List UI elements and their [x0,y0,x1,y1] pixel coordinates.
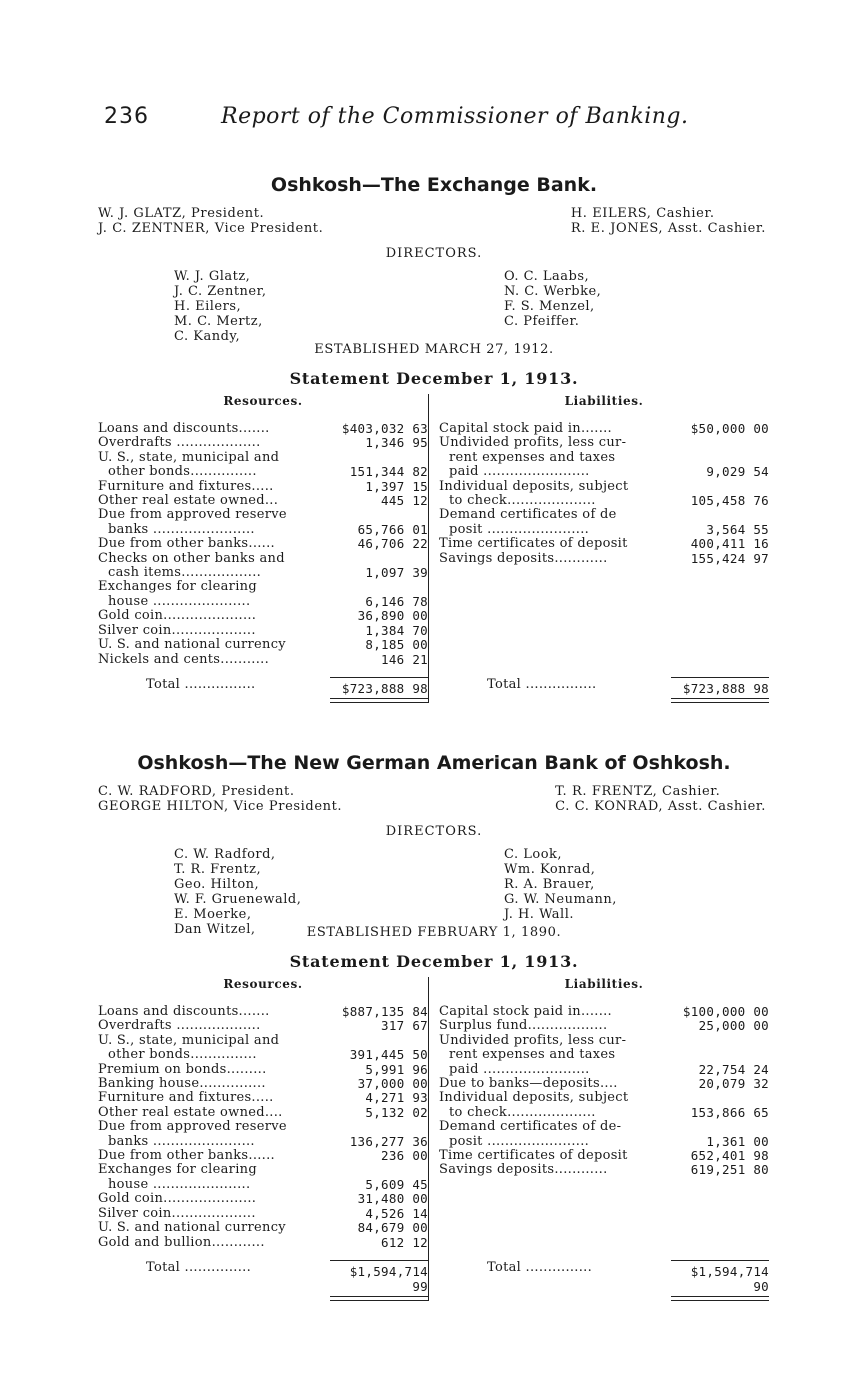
resource-label: banks ....................... [108,1134,255,1149]
liabilities-heading: Liabilities. [564,977,644,991]
resource-row [98,1048,428,1062]
resource-amount: 36,890 00 [357,608,428,624]
liability-amount: $50,000 00 [690,421,769,436]
resources-heading: Resources. [223,977,303,991]
liability-label: rent expenses and taxes [449,1048,616,1063]
liability-row [439,422,769,436]
resource-amount: 612 12 [381,1234,428,1250]
resource-row [98,480,428,494]
liability-row [439,1135,769,1149]
director-name: H. Eilers, [174,299,242,314]
liabilities-total-label: Total ............... [487,1259,593,1275]
resource-label: Exchanges for clearing [98,1163,257,1178]
resource-label: Checks on other banks and [98,551,285,566]
resource-row [98,1091,428,1105]
resource-row [98,566,428,580]
liability-label: Time certificates of deposit [439,537,628,552]
director-name: W. F. Gruenewald, [174,892,302,907]
liabilities-total-amount: $723,888 98 [671,677,769,696]
liability-amount [673,1034,769,1048]
resource-label: Gold coin..................... [98,1192,257,1207]
liability-label: to check.................... [449,494,596,509]
resource-amount: 1,097 39 [365,565,428,581]
liability-label: Due to banks—deposits.... [439,1077,618,1092]
liability-amount: 25,000 00 [698,1018,769,1034]
liability-row [439,508,769,522]
liability-label: rent expenses and taxes [449,450,616,465]
liability-amount [673,1120,769,1134]
resource-row [98,1207,428,1221]
director-name: M. C. Mertz, [174,314,263,329]
resource-amount [332,1034,428,1048]
liability-row [439,1163,769,1177]
resource-amount: 146 21 [381,651,428,667]
statement-heading: Statement December 1, 1913. [289,952,579,971]
resource-row [98,451,428,465]
resource-label: Premium on bonds......... [98,1062,267,1077]
liability-label: posit ....................... [449,1134,590,1149]
liability-label: Individual deposits, subject [439,479,629,494]
liability-row [439,480,769,494]
liability-label: posit ....................... [449,522,590,537]
liabilities-spacer [439,566,769,667]
resource-row [98,1063,428,1077]
directors-left [98,847,504,937]
liability-label: Undivided profits, less cur- [439,1033,627,1048]
resource-label: Other real estate owned.... [98,1105,283,1120]
resource-label: Due from approved reserve [98,1120,287,1135]
liability-amount [673,1091,769,1105]
liability-label: to check.................... [449,1105,596,1120]
director-name: Wm. Konrad, [504,862,596,877]
liabilities-total-row [439,1260,769,1294]
resource-label: house ...................... [108,594,251,609]
resource-amount [332,508,428,522]
resource-amount [332,1120,428,1134]
resource-amount: 1,384 70 [365,622,428,638]
resource-label: U. S. and national currency [98,1221,286,1236]
liability-row [439,1019,769,1033]
resource-label: Overdrafts ................... [98,436,261,451]
directors-label: DIRECTORS. [385,824,483,839]
liability-label: Time certificates of deposit [439,1149,628,1164]
resource-label: cash items.................. [108,566,262,581]
liability-row [439,1063,769,1077]
officer-line: C. W. RADFORD, President. [98,784,295,799]
resource-label: Loans and discounts....... [98,1005,270,1019]
liability-amount [673,480,769,494]
liability-row [439,552,769,566]
resource-amount: 65,766 01 [357,521,428,537]
liability-label: Demand certificates of de- [439,1120,622,1135]
officers [98,784,770,814]
resource-label: Gold and bullion............ [98,1235,265,1250]
resources-column [98,977,429,1301]
resource-amount: 4,526 14 [365,1205,428,1221]
running-title: Report of the Commissioner of Banking. [221,104,689,129]
resource-amount: 31,480 00 [357,1191,428,1207]
resource-row [98,1019,428,1033]
bank-section-german-american-bank [98,752,770,1301]
resource-row [98,537,428,551]
bank-title: Oshkosh—The New German American Bank of Oshkosh. [137,752,731,774]
director-name: N. C. Werbke, [504,284,602,299]
liability-row [439,1048,769,1062]
liability-amount: 400,411 16 [690,536,769,552]
resource-label: banks ....................... [108,522,255,537]
officer-line: H. EILERS, Cashier. [570,206,715,221]
balance-sheet [98,394,770,703]
liabilities-total-label: Total ................ [487,676,597,692]
resource-row [98,494,428,508]
statement-heading: Statement December 1, 1913. [289,369,579,388]
resource-label: U. S., state, municipal and [98,1033,280,1048]
officers-left [98,206,323,236]
liabilities-total-double-rule [671,1296,769,1301]
resource-amount: 8,185 00 [365,637,428,653]
liability-amount: 22,754 24 [698,1061,769,1077]
director-name: G. W. Neumann, [504,892,617,907]
directors-right [504,847,617,937]
liability-row [439,465,769,479]
directors-list [98,847,770,937]
director-name: W. J. Glatz, [174,269,251,284]
resource-label: Due from other banks...... [98,1149,275,1164]
resource-amount: 1,346 95 [365,435,428,451]
liability-amount [673,508,769,522]
officer-line: R. E. JONES, Asst. Cashier. [570,221,766,236]
liability-label: paid ........................ [449,465,590,480]
liability-amount: 155,424 97 [690,550,769,566]
resource-row [98,1120,428,1134]
resource-row [98,422,428,436]
liability-row [439,1091,769,1105]
liability-label: Individual deposits, subject [439,1091,629,1106]
resource-amount: 84,679 00 [357,1220,428,1236]
officers-right [571,206,766,236]
resource-label: Overdrafts ................... [98,1019,261,1034]
director-name: C. Look, [504,847,563,862]
officers-right [555,784,766,814]
resource-amount: 4,271 93 [365,1090,428,1106]
resource-amount: 136,277 36 [349,1133,428,1149]
liability-row [439,436,769,450]
resource-row [98,653,428,667]
resource-row [98,1034,428,1048]
director-name: C. W. Radford, [174,847,276,862]
resource-row [98,465,428,479]
resource-amount [332,580,428,594]
resource-row [98,1178,428,1192]
resource-row [98,595,428,609]
resource-amount: 236 00 [381,1148,428,1164]
resource-row [98,1192,428,1206]
page-header [104,104,689,129]
liability-label: Savings deposits............ [439,1163,608,1178]
liability-label: Surplus fund.................. [439,1019,608,1034]
resources-total-amount: $723,888 98 [330,677,428,696]
directors-left [98,269,504,344]
resource-amount: $403,032 63 [341,421,428,436]
resource-label: Silver coin................... [98,1206,256,1221]
resource-row [98,1236,428,1250]
liability-row [439,1005,769,1019]
liability-row [439,1034,769,1048]
resource-label: Banking house............... [98,1077,266,1092]
liabilities-column [429,394,769,703]
officers [98,206,770,236]
liability-amount [673,1048,769,1062]
resource-label: U. S., state, municipal and [98,450,280,465]
director-name: Dan Witzel, [174,922,256,937]
director-name: J. H. Wall. [504,907,574,922]
liability-row [439,537,769,551]
liability-amount: 619,251 80 [690,1162,769,1178]
directors-list [98,269,770,344]
liability-amount: 9,029 54 [706,464,769,480]
resource-row [98,1221,428,1235]
resource-row [98,508,428,522]
liabilities-heading: Liabilities. [564,394,644,408]
liabilities-total-double-rule [671,698,769,703]
officer-line: W. J. GLATZ, President. [98,206,265,221]
director-name: O. C. Laabs, [504,269,590,284]
resources-total-label: Total ................ [146,676,256,692]
liability-amount: 20,079 32 [698,1076,769,1092]
resource-label: other bonds............... [108,1048,257,1063]
officer-line: J. C. ZENTNER, Vice President. [98,221,324,236]
liability-amount: 652,401 98 [690,1148,769,1164]
resource-amount: 1,397 15 [365,478,428,494]
director-name: C. Kandy, [174,329,241,344]
balance-sheet [98,977,770,1301]
director-name: T. R. Frentz, [174,862,262,877]
officer-line: GEORGE HILTON, Vice President. [98,799,343,814]
resources-column [98,394,429,703]
resources-total-double-rule [330,698,428,703]
resource-amount: 37,000 00 [357,1076,428,1092]
director-name: E. Moerke, [174,907,252,922]
officer-line: C. C. KONRAD, Asst. Cashier. [555,799,766,814]
resources-total-amount: $1,594,714 99 [330,1260,428,1294]
liability-row [439,1149,769,1163]
liabilities-total-row [439,677,769,696]
resource-amount: 5,991 96 [365,1061,428,1077]
resource-label: Gold coin..................... [98,609,257,624]
directors-label: DIRECTORS. [385,246,483,261]
resource-label: Furniture and fixtures..... [98,1091,274,1106]
liability-row [439,1106,769,1120]
resource-label: Exchanges for clearing [98,580,257,595]
directors-right [504,269,601,344]
resource-row [98,624,428,638]
resource-label: Due from other banks...... [98,537,275,552]
director-name: Geo. Hilton, [174,877,260,892]
established-date: ESTABLISHED FEBRUARY 1, 1890. [306,925,562,940]
liability-amount: 153,866 65 [690,1104,769,1120]
liability-row [439,451,769,465]
liability-amount: 105,458 76 [690,493,769,509]
resource-row [98,1106,428,1120]
resource-amount [332,1163,428,1177]
officer-line: T. R. FRENTZ, Cashier. [555,784,721,799]
liabilities-column [429,977,769,1301]
resources-total-double-rule [330,1296,428,1301]
resource-amount: 151,344 82 [349,464,428,480]
resource-row [98,1005,428,1019]
resource-label: Other real estate owned... [98,494,279,509]
resource-label: Nickels and cents........... [98,652,270,667]
liability-label: Undivided profits, less cur- [439,436,627,451]
resource-label: Silver coin................... [98,623,256,638]
liability-amount [673,451,769,465]
resource-amount: 5,609 45 [365,1176,428,1192]
page-number: 236 [104,104,149,129]
liabilities-total-amount: $1,594,714 90 [671,1260,769,1294]
director-name: F. S. Menzel, [504,299,595,314]
resource-amount: 391,445 50 [349,1047,428,1063]
bank-section-exchange-bank [98,174,770,703]
resource-row [98,1135,428,1149]
resource-amount: 5,132 02 [365,1104,428,1120]
resources-heading: Resources. [223,394,303,408]
resources-total-row [98,1260,428,1294]
resource-row [98,1163,428,1177]
established-date: ESTABLISHED MARCH 27, 1912. [314,342,554,357]
liability-amount: $100,000 00 [682,1004,769,1019]
resource-amount [332,451,428,465]
liability-row [439,1077,769,1091]
resources-total-row [98,677,428,696]
liability-row [439,523,769,537]
officers-left [98,784,342,814]
resource-label: Due from approved reserve [98,508,287,523]
resource-label: house ...................... [108,1177,251,1192]
resource-label: Loans and discounts....... [98,422,270,436]
resource-amount: 46,706 22 [357,536,428,552]
resource-amount: 445 12 [381,493,428,509]
resource-row [98,638,428,652]
liabilities-spacer [439,1178,769,1250]
resource-row [98,436,428,450]
resource-label: U. S. and national currency [98,638,286,653]
resource-row [98,609,428,623]
resource-row [98,523,428,537]
liability-label: Capital stock paid in....... [439,1005,612,1019]
liability-label: Capital stock paid in....... [439,422,612,436]
resource-row [98,580,428,594]
resource-label: Furniture and fixtures..... [98,479,274,494]
resource-amount: 6,146 78 [365,593,428,609]
bank-title: Oshkosh—The Exchange Bank. [270,174,598,196]
liability-row [439,1120,769,1134]
resource-amount: $887,135 84 [341,1004,428,1019]
liability-amount: 3,564 55 [706,521,769,537]
resource-amount [332,552,428,566]
director-name: J. C. Zentner, [174,284,267,299]
liability-label: paid ........................ [449,1062,590,1077]
resources-total-label: Total ............... [146,1259,252,1275]
resource-amount: 317 67 [381,1018,428,1034]
director-name: C. Pfeiffer. [504,314,580,329]
resource-row [98,552,428,566]
liability-label: Savings deposits............ [439,551,608,566]
director-name: R. A. Brauer, [504,877,595,892]
liability-amount: 1,361 00 [706,1133,769,1149]
liability-label: Demand certificates of de [439,508,617,523]
resource-row [98,1149,428,1163]
resource-label: other bonds............... [108,465,257,480]
liability-amount [673,436,769,450]
liability-row [439,494,769,508]
resource-row [98,1077,428,1091]
